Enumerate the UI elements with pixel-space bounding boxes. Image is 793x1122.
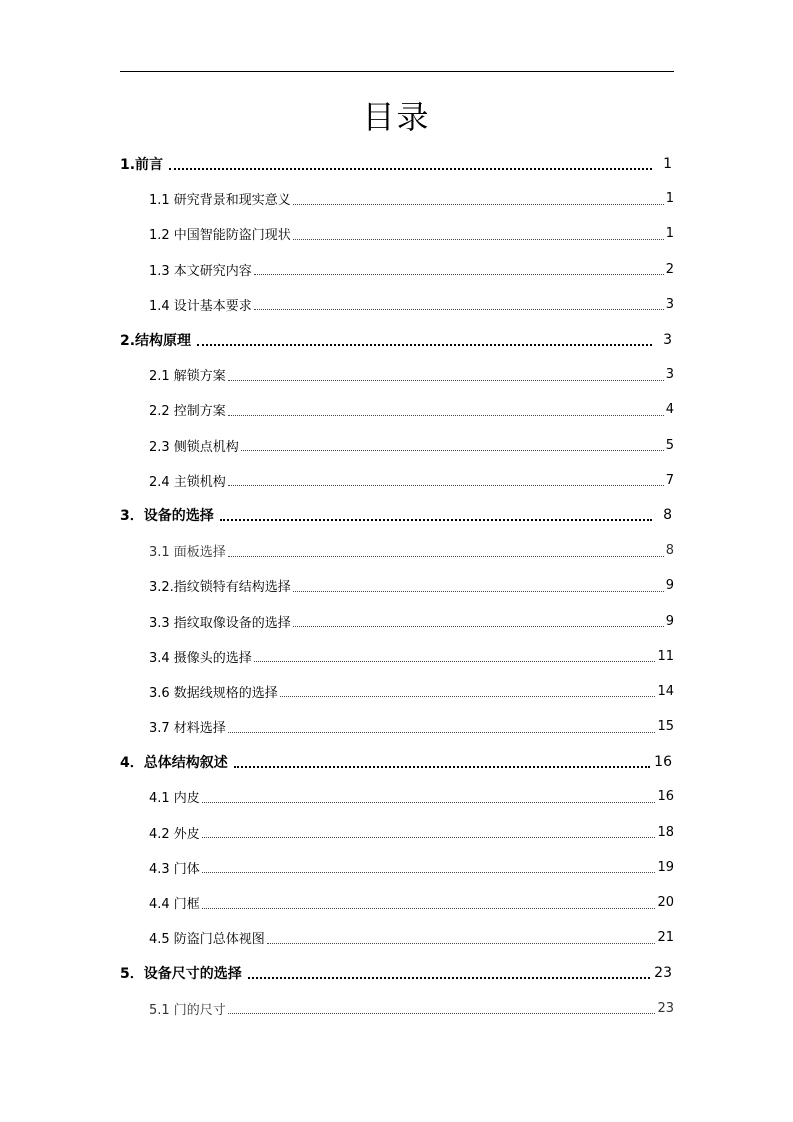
toc-chapter-entry[interactable] xyxy=(120,955,674,990)
toc-section-entry[interactable] xyxy=(149,920,674,955)
toc-section-entry[interactable] xyxy=(149,392,674,427)
toc-entry-label: 4.2 外皮 xyxy=(149,826,200,842)
toc-entry-label: 4.5 防盗门总体视图 xyxy=(149,932,265,948)
toc-page-number: 1 xyxy=(663,155,672,172)
toc-section-entry[interactable] xyxy=(149,603,674,638)
toc-section-entry[interactable] xyxy=(149,850,674,885)
toc-dot-leader xyxy=(220,509,652,521)
toc-title: 目录 xyxy=(362,98,431,136)
toc-dot-leader xyxy=(254,263,664,275)
toc-dot-leader xyxy=(293,193,664,205)
toc-page-number: 16 xyxy=(657,789,674,805)
toc-page-number: 5 xyxy=(665,437,674,453)
toc-dot-leader xyxy=(254,298,664,310)
toc-section-entry[interactable] xyxy=(149,428,674,463)
toc-page-number: 20 xyxy=(657,895,674,911)
toc-page-number: 9 xyxy=(665,613,674,629)
toc-page-number: 8 xyxy=(665,543,674,559)
toc-page-number: 21 xyxy=(657,930,674,946)
toc-page-number: 16 xyxy=(654,753,672,770)
toc-dot-leader xyxy=(293,228,664,240)
toc-entry-label: 3.3 指纹取像设备的选择 xyxy=(149,615,291,631)
toc-dot-leader xyxy=(241,439,664,451)
toc-dot-leader xyxy=(202,897,656,909)
toc-entry-label: 3.1 面板选择 xyxy=(149,545,226,561)
toc-dot-leader xyxy=(254,650,656,662)
toc-page-number: 8 xyxy=(663,507,672,524)
toc-section-entry[interactable] xyxy=(149,533,674,568)
toc-page-number: 23 xyxy=(654,964,672,981)
toc-section-entry[interactable] xyxy=(149,216,674,251)
toc-dot-leader xyxy=(280,685,656,697)
toc-entry-label: 5.1 门的尺寸 xyxy=(149,1002,226,1018)
toc-page-number: 14 xyxy=(657,683,674,699)
toc-chapter-entry[interactable] xyxy=(120,744,674,779)
toc-page-number: 19 xyxy=(657,859,674,875)
toc-chapter-entry[interactable] xyxy=(120,322,674,357)
toc-entry-label: 1.4 设计基本要求 xyxy=(149,298,252,314)
toc-section-entry[interactable] xyxy=(149,815,674,850)
toc-page-number: 15 xyxy=(657,719,674,735)
toc-section-entry[interactable] xyxy=(149,463,674,498)
toc-dot-leader xyxy=(202,791,656,803)
toc-entry-label: 4.4 门框 xyxy=(149,897,200,913)
toc-entry-label: 1.前言 xyxy=(120,156,164,173)
header-rule xyxy=(120,71,674,72)
toc-section-entry[interactable] xyxy=(149,181,674,216)
toc-section-entry[interactable] xyxy=(149,639,674,674)
toc-dot-leader xyxy=(197,334,652,346)
toc-entry-label: 1.1 研究背景和现实意义 xyxy=(149,193,291,209)
toc-dot-leader xyxy=(202,826,656,838)
toc-section-entry[interactable] xyxy=(149,709,674,744)
toc-page-number: 3 xyxy=(663,331,672,348)
toc-page-number: 7 xyxy=(665,472,674,488)
toc-section-entry[interactable] xyxy=(149,991,674,1026)
toc-page-number: 1 xyxy=(665,191,674,207)
toc-chapter-entry[interactable] xyxy=(120,498,674,533)
toc-dot-leader xyxy=(228,474,664,486)
toc-chapter-entry[interactable] xyxy=(120,146,674,181)
toc-dot-leader xyxy=(169,158,652,170)
toc-entry-label: 2.2 控制方案 xyxy=(149,404,226,420)
toc-dot-leader xyxy=(228,404,664,416)
toc-section-entry[interactable] xyxy=(149,252,674,287)
toc-entry-label: 3.2.指纹锁特有结构选择 xyxy=(149,580,291,596)
toc-dot-leader xyxy=(234,756,650,768)
toc-dot-leader xyxy=(202,861,656,873)
toc-entry-label: 5．设备尺寸的选择 xyxy=(120,965,242,982)
toc-dot-leader xyxy=(228,721,656,733)
toc-section-entry[interactable] xyxy=(149,568,674,603)
toc-page-number: 11 xyxy=(657,648,674,664)
toc-page-number: 3 xyxy=(665,296,674,312)
toc-page-number: 3 xyxy=(665,367,674,383)
toc-dot-leader xyxy=(293,615,664,627)
toc-entry-label: 3.7 材料选择 xyxy=(149,721,226,737)
toc-entry-label: 2.4 主锁机构 xyxy=(149,474,226,490)
toc-list xyxy=(120,146,674,1026)
toc-entry-label: 4．总体结构叙述 xyxy=(120,754,228,771)
toc-dot-leader xyxy=(228,545,664,557)
toc-dot-leader xyxy=(293,580,664,592)
toc-entry-label: 3.4 摄像头的选择 xyxy=(149,650,252,666)
toc-page-number: 9 xyxy=(665,578,674,594)
toc-section-entry[interactable] xyxy=(149,779,674,814)
toc-entry-label: 2.1 解锁方案 xyxy=(149,369,226,385)
toc-dot-leader xyxy=(228,369,664,381)
toc-entry-label: 2.3 侧锁点机构 xyxy=(149,439,239,455)
toc-page-number: 4 xyxy=(665,402,674,418)
toc-entry-label: 2.结构原理 xyxy=(120,332,192,349)
toc-section-entry[interactable] xyxy=(149,357,674,392)
toc-entry-label: 3．设备的选择 xyxy=(120,508,214,525)
toc-section-entry[interactable] xyxy=(149,674,674,709)
toc-section-entry[interactable] xyxy=(149,885,674,920)
toc-page-number: 18 xyxy=(657,824,674,840)
toc-entry-label: 1.3 本文研究内容 xyxy=(149,263,252,279)
toc-entry-label: 1.2 中国智能防盗门现状 xyxy=(149,228,291,244)
toc-section-entry[interactable] xyxy=(149,287,674,322)
toc-entry-label: 4.1 内皮 xyxy=(149,791,200,807)
toc-entry-label: 4.3 门体 xyxy=(149,861,200,877)
toc-dot-leader xyxy=(248,967,650,979)
toc-page-number: 2 xyxy=(665,261,674,277)
toc-dot-leader xyxy=(228,1002,656,1014)
toc-entry-label: 3.6 数据线规格的选择 xyxy=(149,685,278,701)
toc-page-number: 1 xyxy=(665,226,674,242)
toc-dot-leader xyxy=(267,932,656,944)
toc-page-number: 23 xyxy=(657,1000,674,1016)
